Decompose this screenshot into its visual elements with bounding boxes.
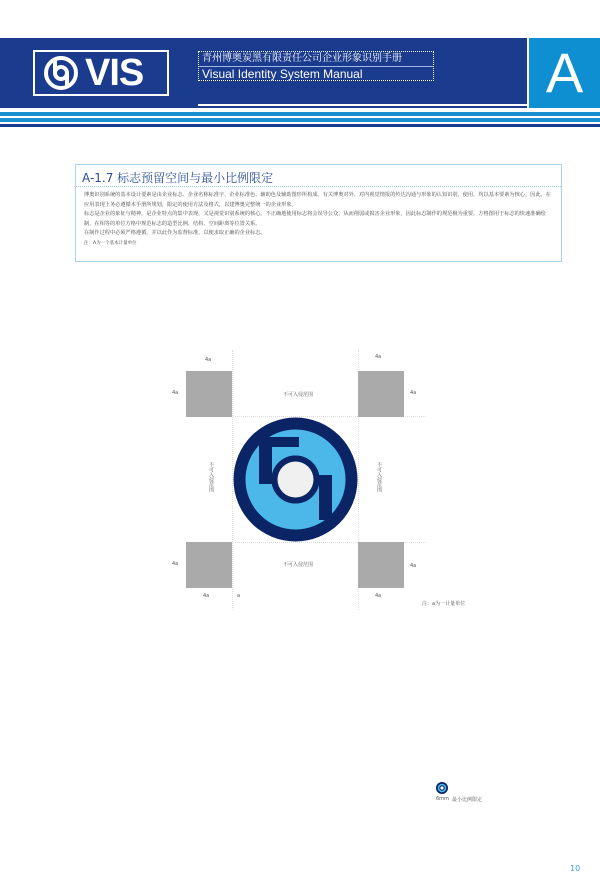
stripe [0, 112, 600, 116]
title-chinese: 青州博奥炭黑有限责任公司企业形象识别手册 [199, 52, 433, 67]
corner-square [186, 371, 232, 417]
unit-label: 4a [205, 357, 212, 363]
min-size-value: 6mm [436, 796, 449, 802]
manual-title [198, 51, 434, 81]
unit-label: 4a [172, 390, 179, 396]
corner-square [358, 371, 404, 417]
stripe [0, 118, 600, 122]
unit-label: 4a [172, 561, 179, 567]
brand-logo-icon [43, 55, 79, 91]
min-size-logo-icon [436, 782, 448, 794]
min-size-label: 最小比例限定 [452, 797, 483, 803]
unit-label: a [237, 593, 241, 599]
section-letter: A [529, 38, 600, 108]
section-box [75, 164, 562, 262]
unit-label: 4a [375, 354, 382, 360]
unit-label: 4a [410, 563, 417, 569]
unit-label: 4a [203, 593, 210, 599]
stripe [0, 124, 600, 127]
exclusion-label: 不可入侵范围 [208, 462, 214, 492]
logo-text: VIS [85, 51, 144, 94]
title-english: Visual Identity System Manual [202, 67, 363, 81]
company-logo-icon [233, 417, 358, 542]
paragraph: 博奥识别系统的基本设计要素是由企业标志、企业名称标准字、企业标准色、辅助色及辅助图形所构成。有关博奥对外、对内视觉情报的传达沟通与形象的认知识别、使用，均以基本要素为核心。因此，在应用表现上务必遵循本手册所规划，限定的使用方法及格式，以建博奥完整统一的企业形象。 [84, 192, 551, 208]
exclusion-label: 不可入侵范围 [376, 462, 382, 492]
paragraph: 在制作过程中必须严格遵循，并以此作为监督标准，以便求取正确的企业标志。 [84, 230, 266, 237]
divider [198, 104, 527, 106]
unit-label: 4a [375, 593, 382, 599]
section-title: A-1.7 标志预留空间与最小比例限定 [76, 165, 561, 187]
header-logo [33, 50, 169, 96]
unit-label: 4a [410, 390, 417, 396]
corner-square [358, 542, 404, 588]
exclusion-label: 不可入侵范围 [283, 562, 314, 568]
exclusion-label: 不可入侵范围 [283, 392, 314, 398]
corner-square [186, 542, 232, 588]
diagram-note: 注：a为一计量单位 [422, 601, 466, 607]
note: 注：A为一个基本计量单位 [84, 240, 137, 246]
paragraph: 标志是企业的象征与精神，是企业特点的集中表现，又是视觉识别系统的核心。不正确地使用标志将会误导公众，从而削弱或损害企业形象，因此标志制作的规范极为重要。方格图用于标志的快速准确绘制，在相等的单位方格中规范标志的造型比例、结构、空间距离等位置关系。 [84, 211, 546, 227]
page-number: 10 [570, 864, 581, 873]
